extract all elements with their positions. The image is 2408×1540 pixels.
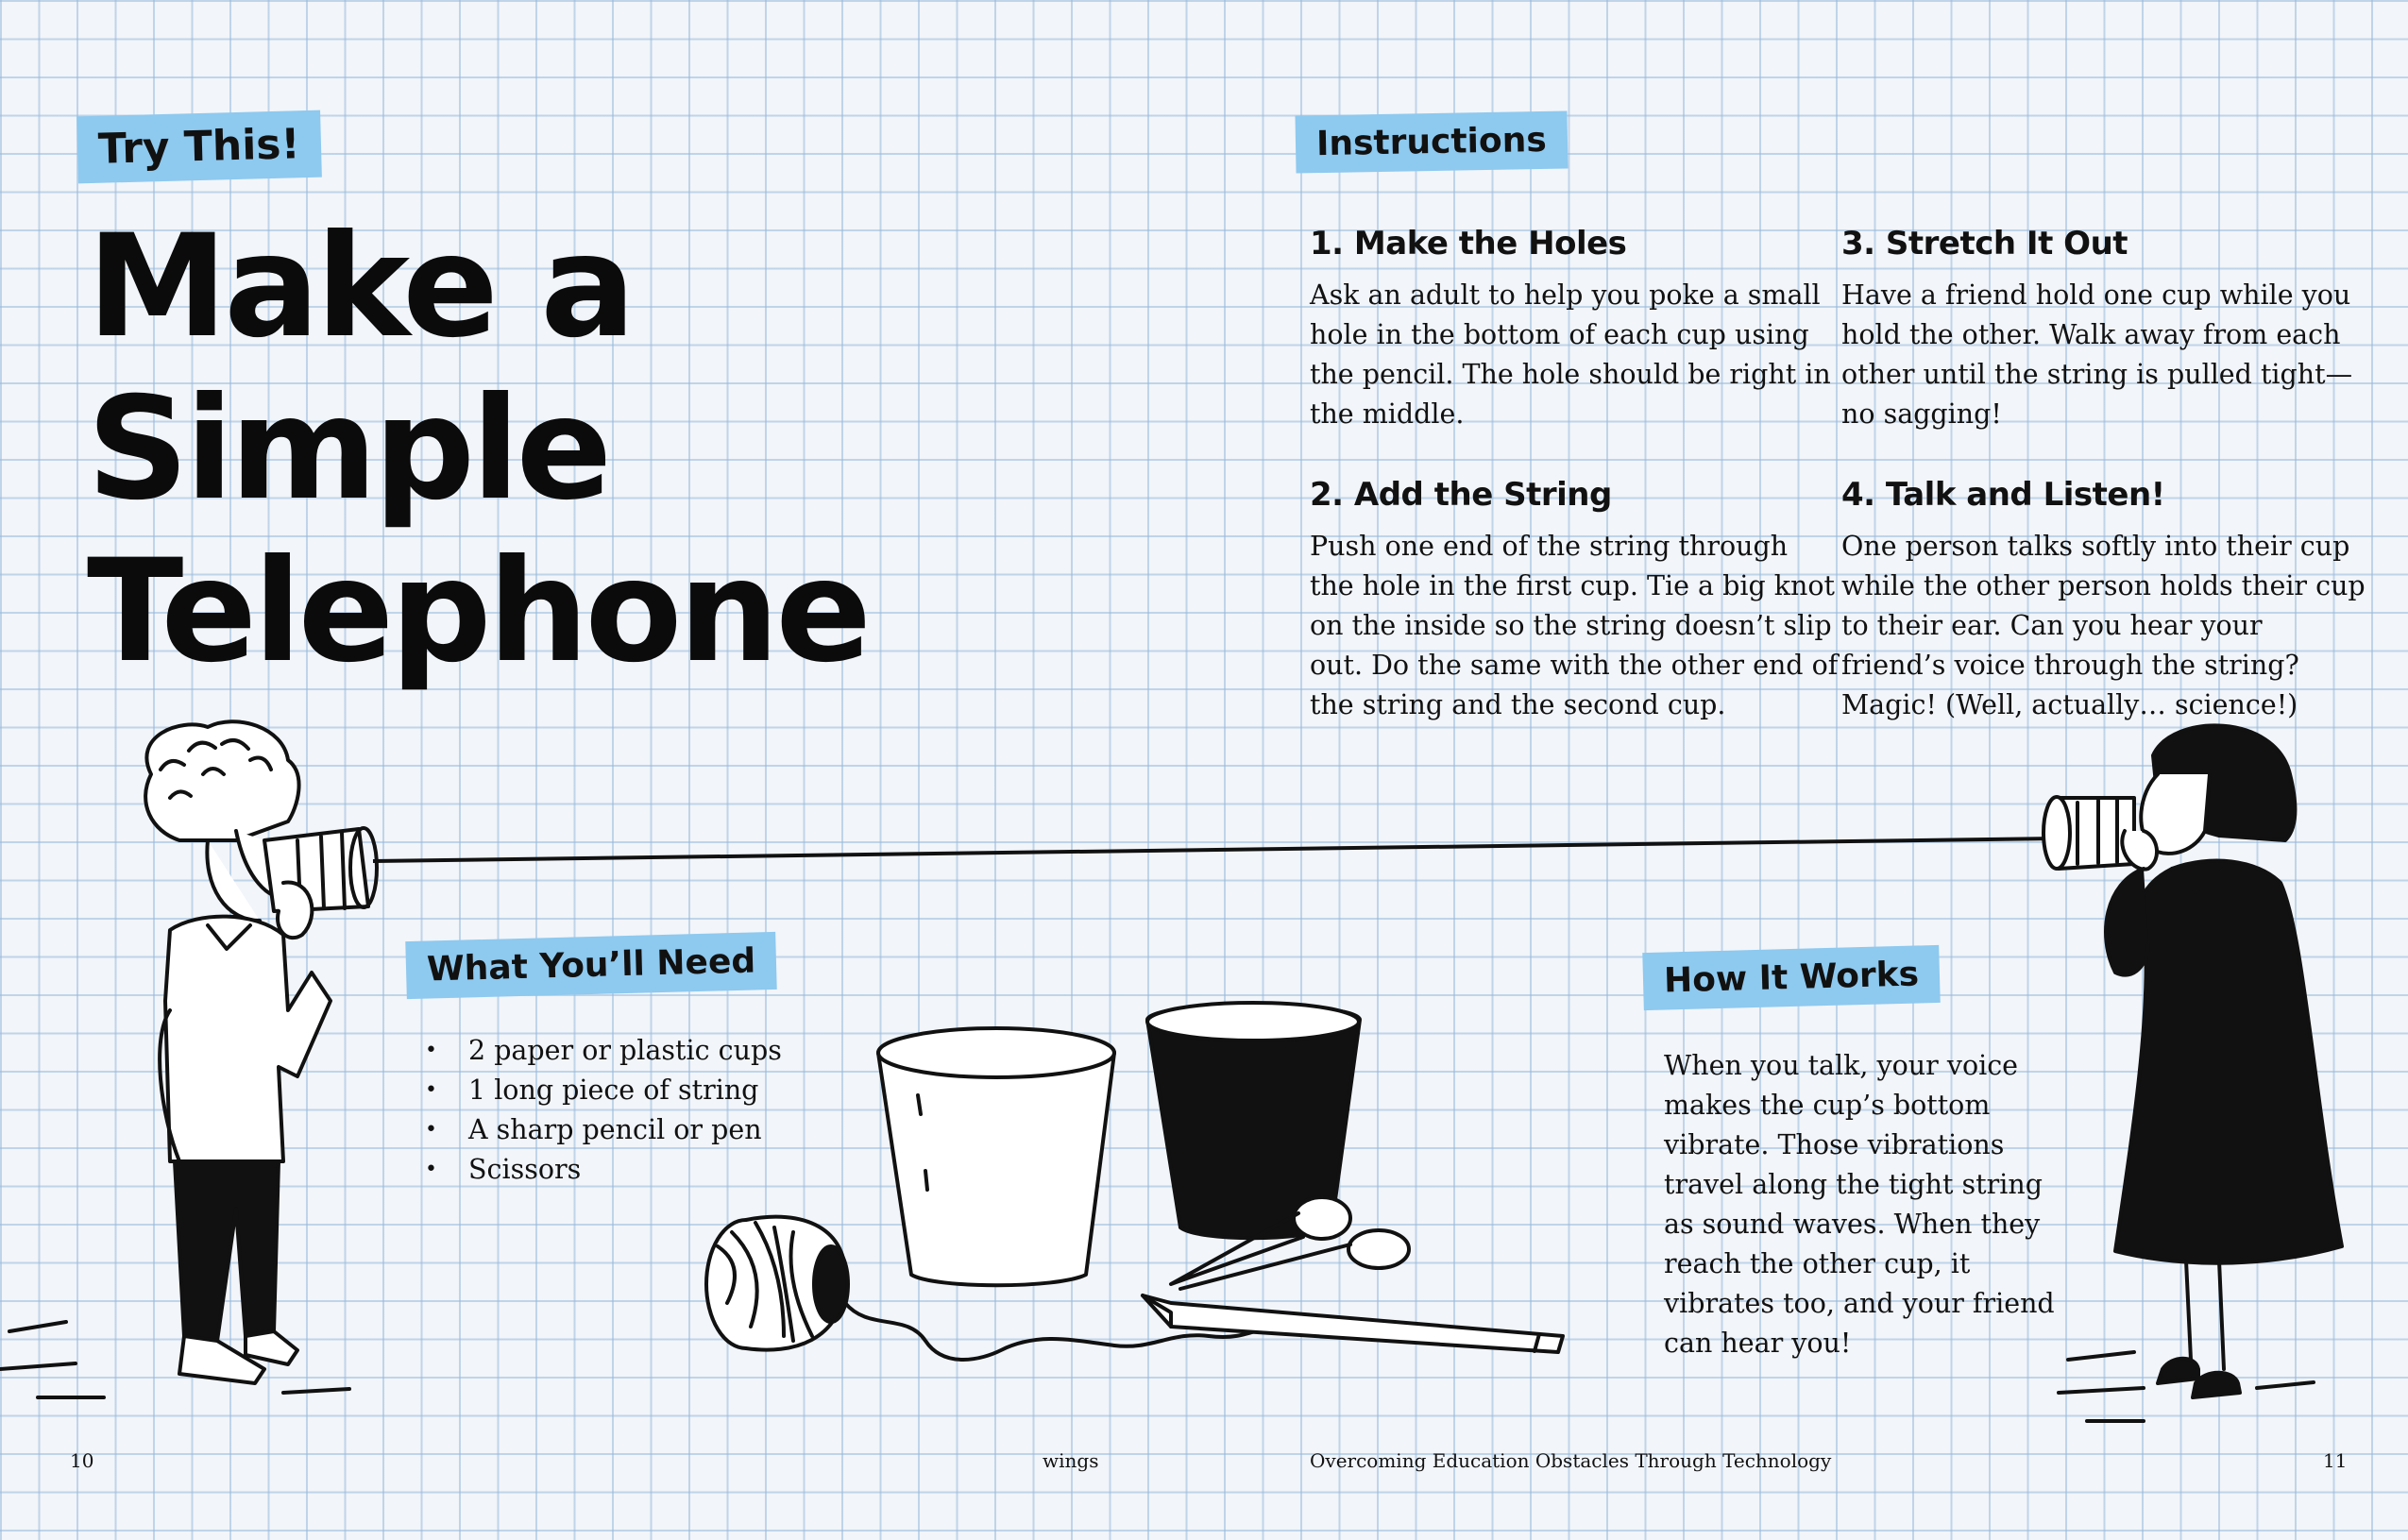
how-it-works-text: When you talk, your voice makes the cup’s bottom vibrate. Those vibrations travel along the tight string as sound waves. When they reach the other cup, it vibrates too, and your friend can hear you! [1664, 1050, 2055, 1359]
step-heading: 3. Stretch It Out [1841, 225, 2128, 262]
list-item: • 2 paper or plastic cups [425, 1031, 782, 1071]
list-item: • A sharp pencil or pen [425, 1110, 782, 1150]
page-number-right: 11 [2323, 1449, 2348, 1472]
step-heading: 1. Make the Holes [1310, 225, 1627, 262]
child-right-illustration [2030, 718, 2342, 1435]
step-heading: 2. Add the String [1310, 476, 1612, 514]
step-body: Ask an adult to help you poke a small hole in the bottom of each cup using the pencil. The hole should be right in the middle. [1310, 279, 1831, 430]
page-number-left: 10 [70, 1449, 94, 1472]
try-this-tag: Try This! [76, 110, 321, 184]
step-body: Push one end of the string through the hole in the first cup. Tie a big knot on the inside so the string doesn’t slip out. Do the same with the other end of the string and the second cup. [1310, 531, 1839, 720]
title-line: Make a [87, 205, 633, 369]
child-left-illustration [94, 718, 397, 1426]
list-item: • 1 long piece of string [425, 1071, 782, 1110]
instructions-tag: Instructions [1295, 110, 1568, 173]
title-line: Telephone [87, 530, 869, 694]
what-you-need-tag: What You’ll Need [405, 932, 777, 999]
brand-name: wings [1043, 1449, 1099, 1472]
list-item: • Scissors [425, 1150, 782, 1190]
materials-illustration [642, 1001, 1605, 1397]
how-it-works-tag: How It Works [1642, 945, 1941, 1010]
step-heading: 4. Talk and Listen! [1841, 476, 2165, 514]
step-body: One person talks softly into their cup while the other person holds their cup to their ear. Can you hear your friend’s voice through the string? Magic! (Well, actually… science!) [1841, 531, 2366, 720]
step-body: Have a friend hold one cup while you hold the other. Walk away from each other until the string is pulled tight—no sagging! [1841, 279, 2353, 430]
magazine-tagline: Overcoming Education Obstacles Through Technology [1310, 1449, 1832, 1472]
title-line: Simple [87, 367, 609, 532]
